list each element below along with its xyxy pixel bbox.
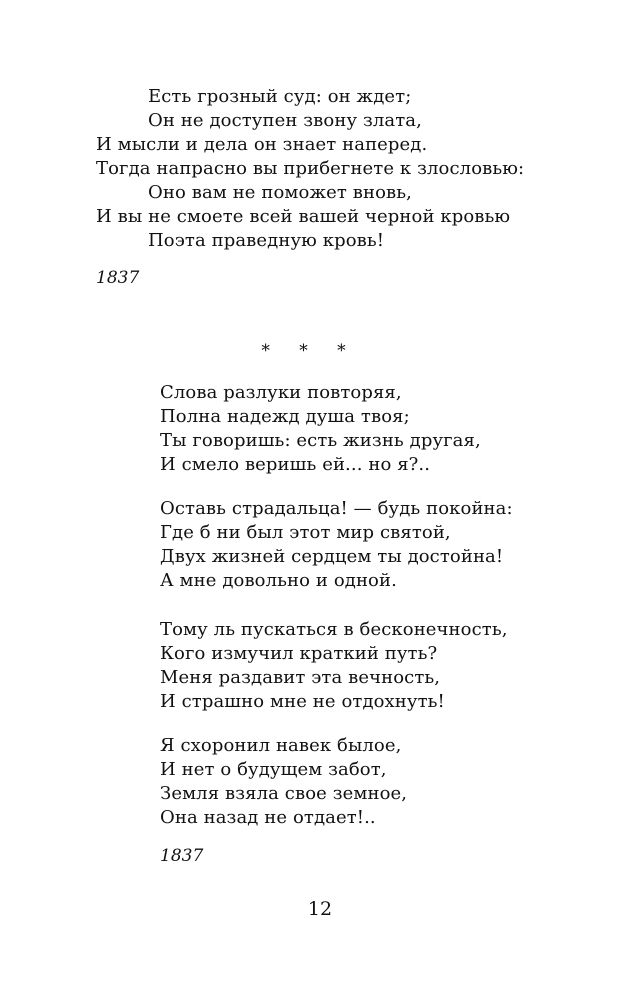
poem-2-stanza-3-line-2: Кого измучил краткий путь? — [160, 643, 438, 664]
poem-2-stanza-3-line-4: И страшно мне не отдохнуть! — [160, 691, 445, 712]
poem-2-stanza-4-line-2: И нет о будущем забот, — [160, 759, 387, 780]
page-number: 12 — [307, 898, 333, 920]
poem-2-stanza-1-line-1: Слова разлуки повторяя, — [160, 382, 402, 403]
poem-2-stanza-2-line-1: Оставь страдальца! — будь покойна: — [160, 498, 513, 519]
poem-2-stanza-4-line-3: Земля взяла свое земное, — [160, 783, 408, 804]
poem-2-stanza-4-line-4: Она назад не отдает!.. — [160, 807, 376, 828]
poem-1-line-6: И вы не смоете всей вашей черной кровью — [96, 206, 511, 227]
poem-2-stanza-1-line-4: И смело веришь ей... но я?.. — [160, 454, 431, 475]
poem-2-stanza-2-line-4: А мне довольно и одной. — [160, 570, 397, 591]
poem-1-line-7: Поэта праведную кровь! — [148, 230, 385, 251]
poem-2-stanza-1-line-2: Полна надежд душа твоя; — [160, 406, 410, 427]
poem-1-line-1: Есть грозный суд: он ждет; — [148, 86, 412, 107]
poem-2-stanza-1-line-3: Ты говоришь: есть жизнь другая, — [160, 430, 481, 451]
poem-1-line-2: Он не доступен звону злата, — [148, 110, 422, 131]
poem-2-date: 1837 — [160, 846, 204, 866]
poem-1-date: 1837 — [96, 268, 140, 288]
poem-2-stanza-2-line-3: Двух жизней сердцем ты достойна! — [160, 546, 504, 567]
poem-2-stanza-2-line-2: Где б ни был этот мир святой, — [160, 522, 451, 543]
poem-2-stanza-3-line-3: Меня раздавит эта вечность, — [160, 667, 441, 688]
poem-2-stanza-4-line-1: Я схоронил навек былое, — [160, 735, 402, 756]
poem-2-stanza-3-line-1: Тому ль пускаться в бесконечность, — [160, 619, 508, 640]
poem-1-line-3: И мысли и дела он знает наперед. — [96, 134, 428, 155]
section-separator: * * * — [261, 341, 358, 361]
poem-1-line-4: Тогда напрасно вы прибегнете к злословью: — [96, 158, 525, 179]
poem-1-line-5: Оно вам не поможет вновь, — [148, 182, 412, 203]
